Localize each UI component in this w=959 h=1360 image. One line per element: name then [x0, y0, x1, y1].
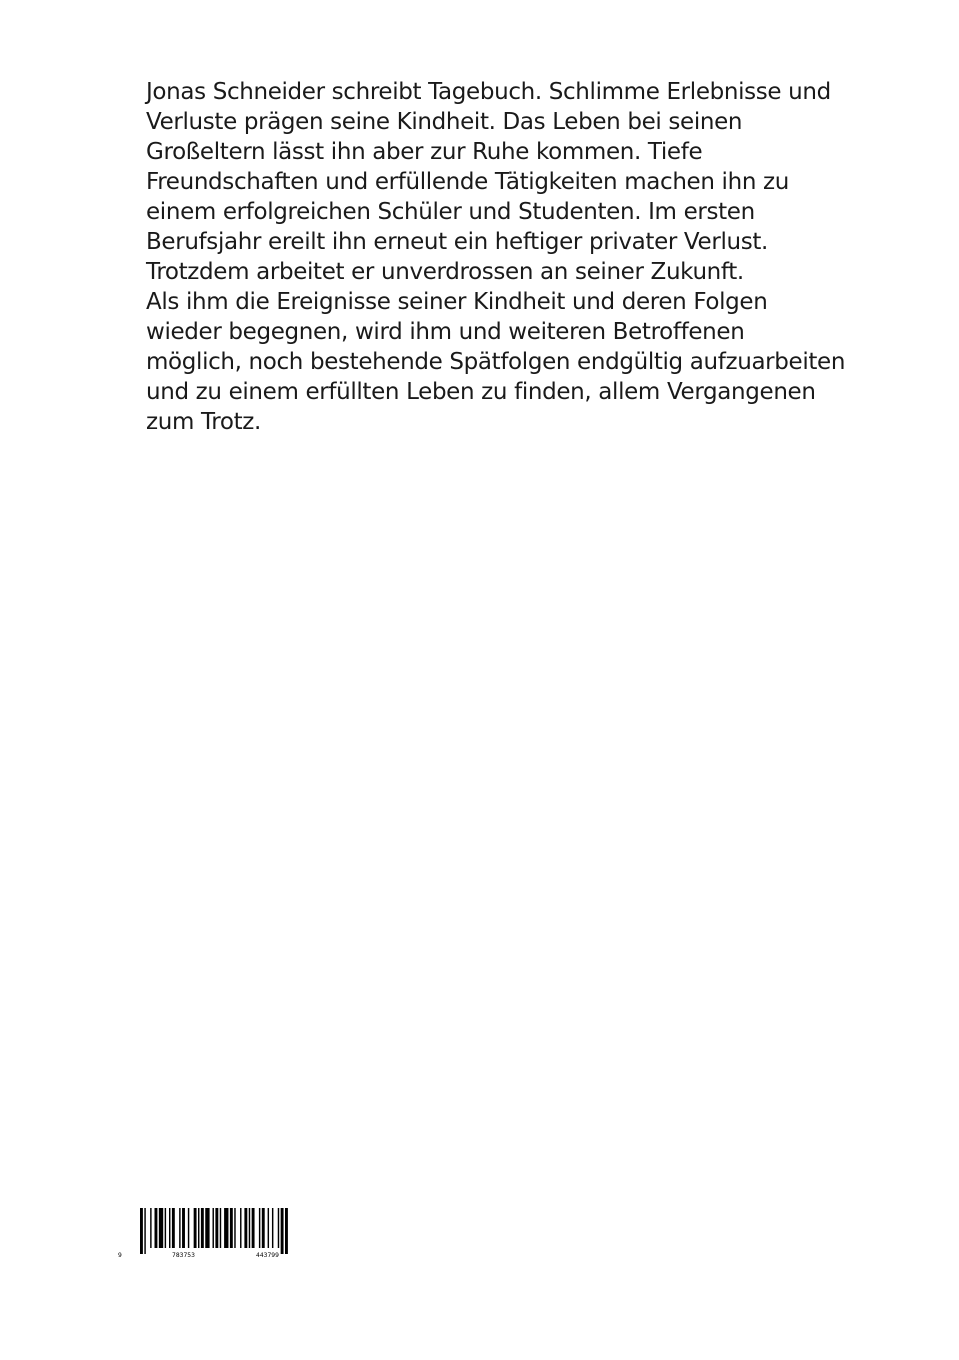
isbn-barcode	[116, 1208, 316, 1260]
barcode-bar	[169, 1208, 170, 1248]
barcode-bar	[240, 1208, 241, 1248]
barcode-bar	[188, 1208, 189, 1248]
barcode-bar	[182, 1208, 185, 1248]
barcode-bar	[244, 1208, 247, 1248]
barcode-bar	[220, 1208, 221, 1248]
barcode-bar	[155, 1208, 158, 1248]
barcode-bar	[179, 1208, 180, 1248]
blurb-line: Als ihm die Ereignisse seiner Kindheit und deren Folgen	[146, 289, 768, 315]
barcode-lead-digit: 9	[118, 1252, 122, 1259]
barcode-bar	[194, 1208, 197, 1248]
blurb-line: möglich, noch bestehende Spätfolgen endgültig aufzuarbeiten	[146, 349, 846, 375]
barcode-bar	[198, 1208, 199, 1248]
barcode-bar	[205, 1208, 209, 1248]
barcode-bar	[172, 1208, 175, 1248]
barcode-bar	[159, 1208, 163, 1248]
barcode-bars	[116, 1208, 316, 1254]
barcode-bar	[252, 1208, 255, 1248]
barcode-bar	[249, 1208, 250, 1248]
barcode-bar	[272, 1208, 273, 1248]
barcode-bar	[215, 1208, 218, 1248]
blurb-line: wieder begegnen, wird ihm und weiteren Betroffenen	[146, 319, 745, 345]
barcode-bar	[140, 1208, 143, 1254]
barcode-bar	[281, 1208, 284, 1254]
back-cover-blurb	[146, 77, 846, 437]
barcode-bar	[230, 1208, 233, 1248]
blurb-line: zum Trotz.	[146, 409, 261, 435]
barcode-bar	[278, 1208, 279, 1248]
blurb-line: einem erfolgreichen Schüler und Studenten. Im ersten	[146, 199, 755, 225]
barcode-bar	[268, 1208, 269, 1248]
barcode-bar	[201, 1208, 204, 1248]
blurb-line: Großeltern lässt ihn aber zur Ruhe kommen. Tiefe	[146, 139, 703, 165]
barcode-bar	[259, 1208, 260, 1248]
barcode-bar	[285, 1208, 288, 1254]
barcode-bar	[213, 1208, 214, 1248]
barcode-bar	[224, 1208, 228, 1248]
blurb-line: Trotzdem arbeitet er unverdrossen an seiner Zukunft.	[146, 259, 744, 285]
barcode-bar	[165, 1208, 166, 1248]
blurb-line: und zu einem erfüllten Leben zu finden, allem Vergangenen	[146, 379, 816, 405]
barcode-bar	[262, 1208, 265, 1248]
barcode-bar	[150, 1208, 151, 1248]
blurb-line: Jonas Schneider schreibt Tagebuch. Schlimme Erlebnisse und	[146, 79, 831, 105]
barcode-right-group: 443799	[256, 1252, 279, 1259]
blurb-line: Verluste prägen seine Kindheit. Das Leben bei seinen	[146, 109, 743, 135]
barcode-left-group: 783753	[172, 1252, 195, 1259]
barcode-bar	[144, 1208, 145, 1254]
blurb-line: Berufsjahr ereilt ihn erneut ein heftiger privater Verlust.	[146, 229, 768, 255]
blurb-line: Freundschaften und erfüllende Tätigkeiten machen ihn zu	[146, 169, 789, 195]
barcode-bar	[234, 1208, 235, 1248]
